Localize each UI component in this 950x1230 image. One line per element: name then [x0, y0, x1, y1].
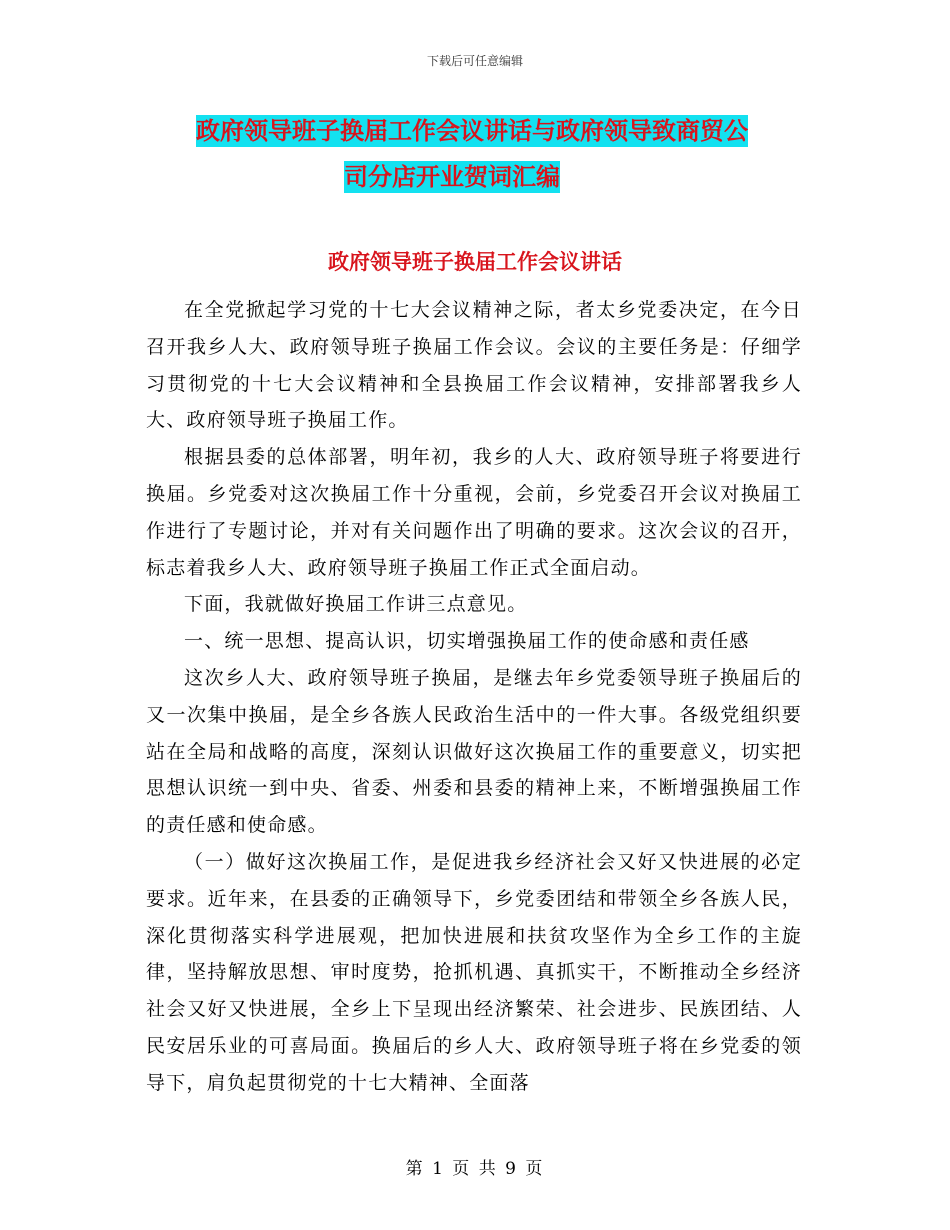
paragraph: 这次乡人大、政府领导班子换届，是继去年乡党委领导班子换届后的又一次集中换届，是全乡各族人民政治生活中的一件大事。各级党组织要站在全局和战略的高度，深刻认识做好这次换届工作的重要意义，切实把思想认识统一到中央、省委、州委和县委的精神上来，不断增强换届工作的责任感和使命感。 [146, 666, 802, 837]
page-indicator: 第 1 页 共 9 页 [405, 1159, 545, 1179]
paragraph: 一、统一思想、提高认识，切实增强换届工作的使命感和责任感 [184, 630, 750, 653]
body-text [146, 292, 802, 1102]
document-title-line-1 [160, 108, 860, 154]
paragraph: 根据县委的总体部署，明年初，我乡的人大、政府领导班子将要进行换届。乡党委对这次换届工作十分重视，会前，乡党委召开会议对换届工作进行了专题讨论，并对有关问题作出了明确的要求。这次会议的召开，标志着我乡人大、政府领导班子换届工作正式全面启动。 [146, 446, 802, 579]
paragraph: 下面，我就做好换届工作讲三点意见。 [184, 593, 528, 616]
document-title-line-2 [160, 154, 860, 200]
paragraph: （一）做好这次换届工作，是促进我乡经济社会又好又快进展的必定要求。近年来，在县委的正确领导下，乡党委团结和带领全乡各族人民，深化贯彻落实科学进展观，把加快进展和扶贫攻坚作为全乡工作的主旋律，坚持解放思想、审时度势，抢抓机遇、真抓实干，不断推动全乡经济社会又好又快进展，全乡上下呈现出经济繁荣、社会进步、民族团结、人民安居乐业的可喜局面。换届后的乡人大、政府领导班子将在乡党委的领导下，肩负起贯彻党的十七大精神、全面落 [146, 850, 802, 1094]
header-note: 下载后可任意编辑 [426, 54, 523, 68]
title-highlight-2: 司分店开业贺词汇编 [344, 163, 560, 191]
section-heading: 政府领导班子换届工作会议讲话 [328, 250, 622, 274]
document-title [160, 108, 860, 200]
title-highlight-1: 政府领导班子换届工作会议讲话与政府领导致商贸公 [196, 117, 748, 145]
paragraph: 在全党掀起学习党的十七大会议精神之际，者太乡党委决定，在今日召开我乡人大、政府领导班子换届工作会议。会议的主要任务是：仔细学习贯彻党的十七大会议精神和全县换届工作会议精神，安排部署我乡人大、政府领导班子换届工作。 [146, 299, 802, 432]
